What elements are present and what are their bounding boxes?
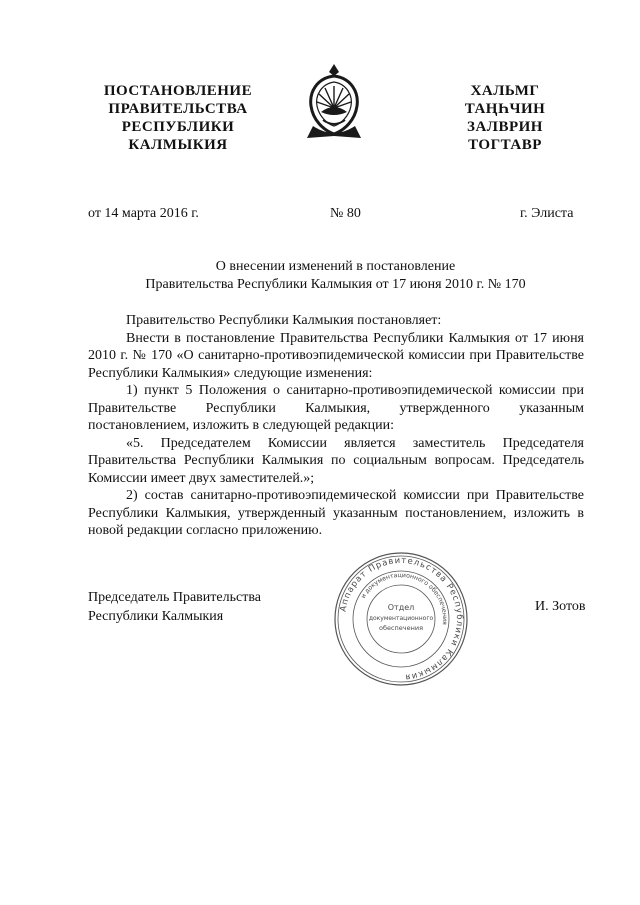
stamp-center-line: документационного	[368, 615, 434, 622]
stamp-center-line: Отдел	[387, 603, 415, 612]
document-date: от 14 марта 2016 г.	[88, 206, 199, 221]
document-city: г. Элиста	[520, 206, 574, 221]
header-right-line: ТОГТАВР	[468, 137, 542, 153]
body-paragraph: 1) пункт 5 Положения о санитарно-противоэпидемической комиссии при Правительстве Республики Калмыкия, утвержденного указанным постановлением, изложить в следующей редакции:	[88, 383, 584, 433]
kalmykia-coat-of-arms-icon	[303, 62, 365, 142]
header-right-line: ЗАЛВРИН	[467, 119, 543, 135]
stamp-outer-text: Аппарат Правительства Республики Калмыкия	[338, 555, 465, 682]
header-left-line: ПРАВИТЕЛЬСТВА	[108, 101, 248, 117]
header-left-line: РЕСПУБЛИКИ	[121, 119, 235, 135]
body-paragraph: Внести в постановление Правительства Республики Калмыкия от 17 июня 2010 г. № 170 «О санитарно-противоэпидемической комиссии при Правительстве Республики Калмыкия» следующие изменения:	[88, 330, 584, 381]
title-line: О внесении изменений в постановление	[215, 259, 456, 274]
body-paragraph: 2) состав санитарно-противоэпидемической комиссии при Правительстве Республики Калмыкия, утвержденный указанным постановлением, изложить в новой редакции согласно приложению.	[88, 488, 584, 538]
header-right-line: ТАҢҺЧИН	[464, 101, 546, 117]
body-intro: Правительство Республики Калмыкия постановляет:	[126, 313, 442, 328]
signer-name: И. Зотов	[535, 599, 586, 614]
header-left-line: ПОСТАНОВЛЕНИЕ	[103, 83, 253, 99]
header-left-line: КАЛМЫКИЯ	[128, 137, 228, 153]
signer-title-line: Председатель Правительства	[88, 590, 261, 605]
signer-title-line: Республики Калмыкия	[88, 609, 224, 624]
header-right-title	[440, 82, 570, 154]
header-left-title	[88, 82, 268, 154]
official-stamp-icon	[332, 550, 470, 688]
header-right-line: ХАЛЬМГ	[470, 83, 540, 99]
signer-position	[88, 588, 261, 626]
title-line: Правительства Республики Калмыкия от 17 июня 2010 г. № 170	[145, 277, 526, 292]
stamp-inner-text: и документационного обеспечения	[359, 571, 449, 626]
stamp-center-line: обеспечения	[378, 624, 424, 632]
document-number: № 80	[330, 206, 361, 221]
document-body	[88, 312, 584, 540]
body-paragraph: «5. Председателем Комиссии является заместитель Председателя Правительства Республики Калмыкия по социальным вопросам. Председатель Комиссии имеет двух заместителей.»;	[88, 435, 584, 486]
document-title	[88, 258, 583, 294]
